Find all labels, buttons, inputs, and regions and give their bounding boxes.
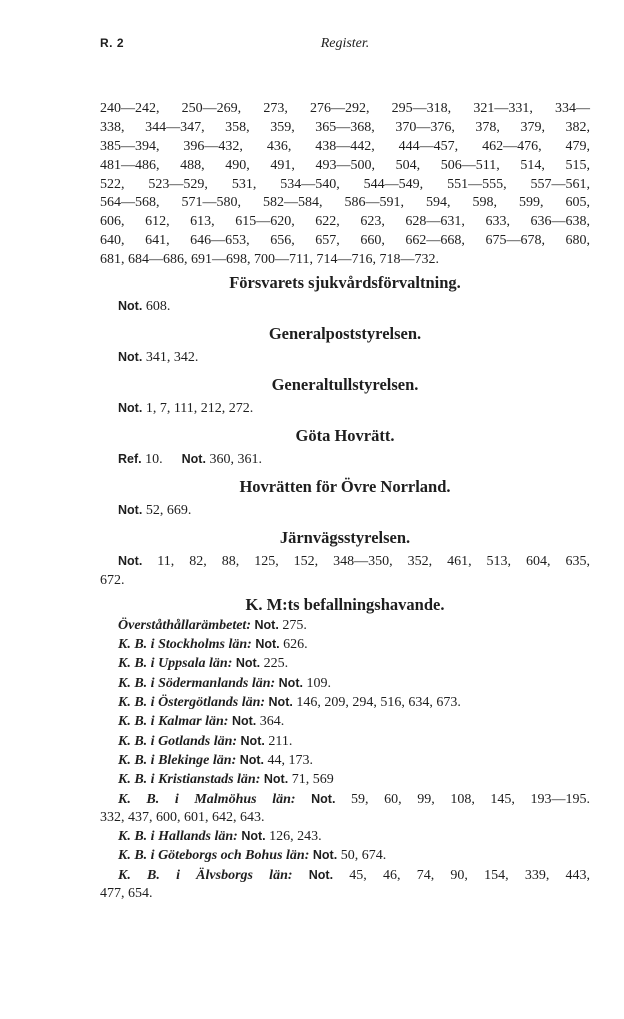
continued-references	[100, 100, 590, 270]
page-header	[100, 36, 590, 58]
entry-line: 672.	[100, 572, 125, 588]
entry-refs: 360, 361.	[209, 452, 262, 468]
reference-line: 385—394, 396—432, 436, 438—442, 444—457, 462—476, 479,	[100, 138, 590, 154]
section-heading: Generaltullstyrelsen.	[271, 375, 419, 395]
section-heading: K. M:ts befallningshavande.	[245, 594, 445, 614]
county-entry: K. B. i Älvsborgs län: Not. 45, 46, 74, 90, 154, 339, 443,	[118, 867, 591, 883]
entry-label: Not.	[118, 554, 143, 569]
page-number: R. 2	[100, 36, 125, 50]
county-entry-continued: 332, 437, 600, 601, 642, 643.	[100, 809, 265, 825]
county-entry: K. B. i Malmöhus län: Not. 59, 60, 99, 108, 145, 193—195.	[118, 791, 590, 807]
reference-line: 640, 641, 646—653, 656, 657, 660, 662—668, 675—678, 680,	[100, 233, 590, 249]
entry-label: Not.	[118, 299, 143, 314]
county-entry: K. B. i Göteborgs och Bohus län: Not. 50, 674.	[118, 848, 387, 864]
reference-line: 338, 344—347, 358, 359, 365—368, 370—376, 378, 379, 382,	[100, 119, 590, 135]
entry-refs: 11, 82, 88, 125, 152, 348—350, 352, 461, 513, 604, 635,	[157, 554, 591, 570]
section-entry	[100, 450, 590, 469]
entry-refs: 10.	[145, 452, 163, 468]
reference-line: 240—242, 250—269, 273, 276—292, 295—318, 321—331, 334—	[100, 101, 590, 116]
county-entry: K. B. i Kristianstads län: Not. 71, 569	[118, 772, 334, 788]
section-entry	[100, 297, 590, 316]
section-heading: Hovrätten för Övre Norrland.	[239, 477, 451, 497]
section-entry	[100, 501, 590, 520]
county-entry: K. B. i Uppsala län: Not. 225.	[118, 656, 289, 672]
entry-label: Ref.	[118, 452, 142, 467]
running-title: Register.	[320, 36, 370, 51]
register-content	[100, 100, 590, 903]
entry-label: Not.	[118, 350, 143, 365]
county-entry: K. B. i Södermanlands län: Not. 109.	[118, 675, 331, 691]
entry-label: Not.	[118, 401, 143, 416]
reference-line: 481—486, 488, 490, 491, 493—500, 504, 506—511, 514, 515,	[100, 157, 590, 173]
entry-refs: 1, 7, 111, 212, 272.	[145, 401, 254, 417]
entry-refs: 608.	[145, 299, 171, 315]
entry-refs: 341, 342.	[145, 350, 199, 366]
county-entry: K. B. i Stockholms län: Not. 626.	[118, 637, 308, 653]
section-entry	[100, 552, 590, 591]
section-heading: Försvarets sjukvårdsförvaltning.	[229, 273, 461, 293]
county-entry: K. B. i Blekinge län: Not. 44, 173.	[118, 752, 314, 768]
entry-label: Not.	[118, 503, 143, 518]
reference-line: 564—568, 571—580, 582—584, 586—591, 594, 598, 599, 605,	[100, 195, 590, 211]
reference-line: 522, 523—529, 531, 534—540, 544—549, 551—555, 557—561,	[100, 176, 590, 192]
county-entry: K. B. i Kalmar län: Not. 364.	[118, 714, 285, 730]
entry-line	[100, 552, 590, 572]
county-entry: K. B. i Östergötlands län: Not. 146, 209, 294, 516, 634, 673.	[118, 695, 461, 711]
section-heading: Göta Hovrätt.	[295, 426, 395, 446]
entry-refs: 52, 669.	[145, 503, 192, 519]
section-heading: Generalpoststyrelsen.	[268, 324, 422, 344]
entry-label: Not.	[181, 452, 206, 467]
section-entry	[100, 399, 590, 418]
county-entry: Överståthållarämbetet: Not. 275.	[118, 617, 307, 633]
section-heading: Järnvägsstyrelsen.	[279, 528, 411, 548]
reference-line: 681, 684—686, 691—698, 700—711, 714—716, 718—732.	[100, 252, 439, 268]
reference-line: 606, 612, 613, 615—620, 622, 623, 628—631, 633, 636—638,	[100, 214, 590, 230]
section-entry	[100, 348, 590, 367]
county-entry-continued: 477, 654.	[100, 885, 153, 901]
county-entry: K. B. i Gotlands län: Not. 211.	[118, 733, 293, 749]
county-list	[100, 616, 590, 903]
county-entry: K. B. i Hallands län: Not. 126, 243.	[118, 829, 322, 845]
